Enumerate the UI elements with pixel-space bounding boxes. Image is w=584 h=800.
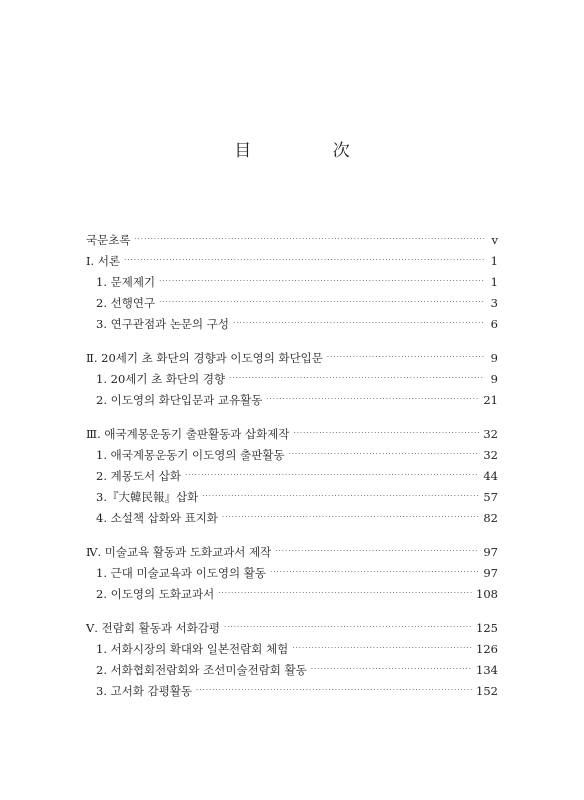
toc-entry-section[interactable] bbox=[86, 677, 498, 698]
dot-leader bbox=[202, 489, 479, 503]
toc-label: 2. 이도영의 도화교과서 bbox=[96, 587, 215, 601]
dot-leader bbox=[289, 447, 480, 461]
toc-label: 2. 이도영의 화단입문과 교유활동 bbox=[96, 393, 263, 407]
toc-page-number: 97 bbox=[483, 566, 498, 580]
toc-entry-chapter-4[interactable] bbox=[86, 538, 498, 559]
toc-label: 3. 연구관점과 논문의 구성 bbox=[96, 317, 230, 331]
toc-label: 2. 서화협회전람회와 조선미술전람회 활동 bbox=[96, 663, 307, 677]
dot-leader bbox=[124, 253, 484, 267]
toc-label: Ⅳ. 미술교육 활동과 도화교과서 제작 bbox=[86, 545, 272, 559]
toc-page-number: 3 bbox=[490, 296, 498, 310]
toc-entry-section[interactable] bbox=[86, 441, 498, 462]
toc-label: 2. 선행연구 bbox=[96, 296, 156, 310]
dot-leader bbox=[159, 274, 484, 288]
toc-entry-section[interactable] bbox=[86, 386, 498, 407]
toc-entry-section[interactable] bbox=[86, 365, 498, 386]
dot-leader bbox=[327, 350, 484, 364]
toc-page-number: 1 bbox=[490, 254, 498, 268]
toc-page-number: v bbox=[491, 233, 498, 247]
toc-entry-section[interactable] bbox=[86, 635, 498, 656]
toc-label: Ⅱ. 20세기 초 화단의 경향과 이도영의 화단입문 bbox=[86, 351, 323, 365]
dot-leader bbox=[229, 371, 484, 385]
dot-leader bbox=[311, 662, 472, 676]
toc-entry-section[interactable] bbox=[86, 483, 498, 504]
toc-entry-chapter-2[interactable] bbox=[86, 344, 498, 365]
toc-entry-section[interactable] bbox=[86, 656, 498, 677]
toc-label: 1. 근대 미술교육과 이도영의 활동 bbox=[96, 566, 267, 580]
toc-page-number: 97 bbox=[483, 545, 498, 559]
toc-page-number: 108 bbox=[476, 587, 498, 601]
toc-label: 3. 고서화 감평활동 bbox=[96, 684, 193, 698]
toc-page-number: 57 bbox=[483, 490, 498, 504]
toc-entry-section[interactable] bbox=[86, 504, 498, 525]
dot-leader bbox=[270, 565, 479, 579]
toc-entry-section[interactable] bbox=[86, 462, 498, 483]
toc-label: 3.『大韓民報』삽화 bbox=[96, 490, 199, 504]
toc-page-number: 134 bbox=[476, 663, 498, 677]
toc-entry-chapter-3[interactable] bbox=[86, 420, 498, 441]
toc-entry-chapter-5[interactable] bbox=[86, 614, 498, 635]
dot-leader bbox=[293, 426, 479, 440]
toc-page-number: 32 bbox=[483, 448, 498, 462]
toc-entry-section[interactable] bbox=[86, 289, 498, 310]
toc-page-number: 1 bbox=[490, 275, 498, 289]
toc-entry-section[interactable] bbox=[86, 310, 498, 331]
dot-leader bbox=[222, 510, 479, 524]
dot-leader bbox=[218, 586, 472, 600]
dot-leader bbox=[275, 544, 479, 558]
toc-entry-chapter-1[interactable] bbox=[86, 247, 498, 268]
toc-label: 1. 서화시장의 확대와 일본전람회 체험 bbox=[96, 642, 289, 656]
toc-label: 1. 20세기 초 화단의 경향 bbox=[96, 372, 226, 386]
toc-page-number: 9 bbox=[490, 372, 498, 386]
dot-leader bbox=[185, 468, 479, 482]
toc-label: Ⅲ. 애국계몽운동기 출판활동과 삽화제작 bbox=[86, 427, 290, 441]
toc-label: 1. 문제제기 bbox=[96, 275, 156, 289]
toc-page-number: 21 bbox=[483, 393, 498, 407]
dot-leader bbox=[224, 620, 472, 634]
toc-page-number: 32 bbox=[483, 427, 498, 441]
dot-leader bbox=[266, 392, 479, 406]
toc-entry-section[interactable] bbox=[86, 559, 498, 580]
toc-page-number: 126 bbox=[476, 642, 498, 656]
toc-page-number: 82 bbox=[483, 511, 498, 525]
toc-entry-abstract[interactable] bbox=[86, 226, 498, 247]
dot-leader bbox=[292, 641, 472, 655]
toc-label: Ⅴ. 전람회 활동과 서화감평 bbox=[86, 621, 221, 635]
toc-page-number: 44 bbox=[483, 469, 498, 483]
toc-label: 1. 애국계몽운동기 이도영의 출판활동 bbox=[96, 448, 285, 462]
dot-leader bbox=[134, 232, 484, 246]
toc-entry-section[interactable] bbox=[86, 268, 498, 289]
toc-page-number: 125 bbox=[476, 621, 498, 635]
dot-leader bbox=[159, 295, 484, 309]
toc-page-number: 6 bbox=[490, 317, 498, 331]
dot-leader bbox=[196, 683, 472, 697]
dot-leader bbox=[233, 316, 484, 330]
toc-page-number: 152 bbox=[476, 684, 498, 698]
toc-label: 2. 계몽도서 삽화 bbox=[96, 469, 181, 483]
toc-entry-section[interactable] bbox=[86, 580, 498, 601]
toc-label: 국문초록 bbox=[86, 233, 131, 247]
toc-label: 4. 소설책 삽화와 표지화 bbox=[96, 511, 218, 525]
table-of-contents bbox=[86, 226, 498, 698]
toc-page-number: 9 bbox=[490, 351, 498, 365]
toc-label: Ⅰ. 서론 bbox=[86, 254, 121, 268]
page-title: 目 次 bbox=[234, 141, 388, 161]
